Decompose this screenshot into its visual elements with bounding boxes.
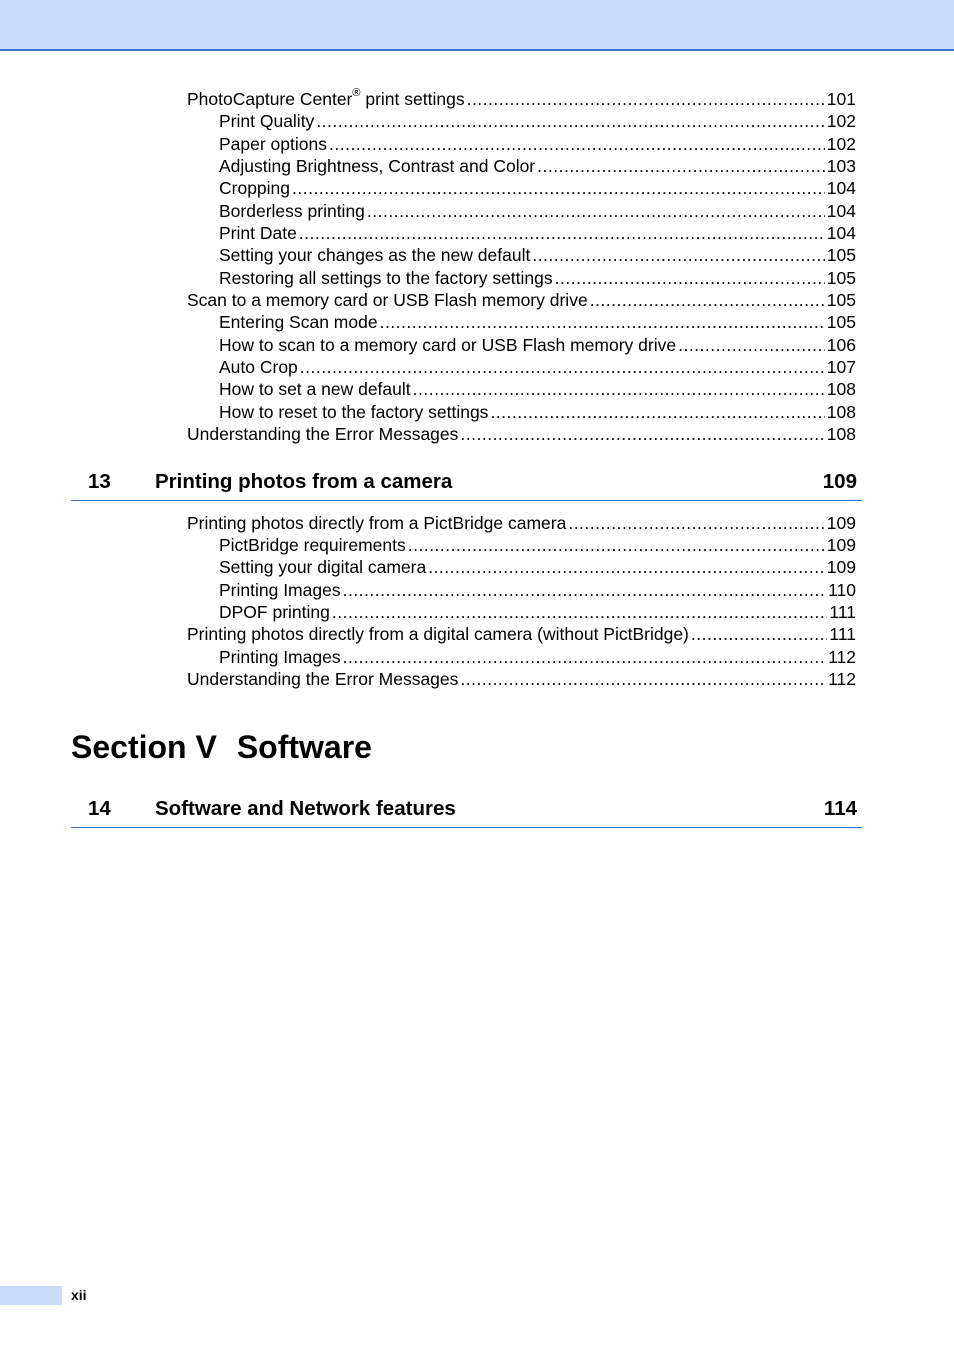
toc-entry-page: 102 — [826, 134, 856, 154]
toc-subentry[interactable] — [219, 176, 856, 198]
toc-entry-text: Printing Images — [219, 580, 341, 600]
dot-leader — [467, 89, 825, 109]
chapter-heading[interactable] — [71, 797, 862, 828]
toc-entry-page: 104 — [826, 178, 856, 198]
dot-leader — [532, 245, 824, 265]
toc-subentry[interactable] — [219, 243, 856, 265]
toc-subentry[interactable] — [219, 400, 856, 422]
dot-leader — [460, 669, 826, 689]
toc-entry-text: Understanding the Error Messages — [187, 669, 459, 689]
toc-entry-page: 110 — [828, 580, 856, 600]
toc-entry-text: Printing Images — [219, 647, 341, 667]
chapter-page: 109 — [822, 470, 857, 493]
toc-entry-page: 111 — [829, 602, 856, 622]
toc-entry-page: 105 — [826, 268, 856, 288]
toc-entry[interactable] — [187, 667, 856, 689]
chapter-title: Printing photos from a camera — [155, 470, 453, 493]
toc-entry-text: Entering Scan mode — [219, 312, 378, 332]
toc-entry-text: Print Date — [219, 223, 297, 243]
toc-entry-page: 112 — [828, 647, 856, 667]
toc-entry[interactable] — [187, 511, 856, 533]
toc-entry-page: 109 — [826, 535, 856, 555]
dot-leader — [460, 424, 824, 444]
toc-entry-text: Restoring all settings to the factory settings — [219, 268, 553, 288]
dot-leader — [555, 268, 825, 288]
toc-entry-text: How to reset to the factory settings — [219, 402, 489, 422]
toc-entry-text: Printing photos directly from a digital camera (without PictBridge) — [187, 624, 689, 644]
toc-entry-text: Adjusting Brightness, Contrast and Color — [219, 156, 536, 176]
dot-leader — [408, 535, 825, 555]
toc-subentry[interactable] — [219, 154, 856, 176]
toc-entry-page: 108 — [826, 402, 856, 422]
toc-entry-page: 104 — [826, 223, 856, 243]
toc-entry-text: Print Quality — [219, 111, 315, 131]
footer-page-number: xii — [71, 1287, 87, 1303]
toc-entry-page: 105 — [826, 290, 856, 310]
toc-entry[interactable] — [187, 622, 856, 644]
section-title — [71, 727, 372, 767]
chapter-title: Software and Network features — [155, 797, 456, 820]
toc-entry-text: Setting your digital camera — [219, 557, 427, 577]
toc-entry-text: How to set a new default — [219, 379, 411, 399]
page-header-band — [0, 0, 954, 51]
chapter-heading[interactable] — [71, 470, 862, 501]
dot-leader — [691, 624, 828, 644]
dot-leader — [413, 379, 825, 399]
toc-entry-page: 105 — [826, 245, 856, 265]
toc-entry-page: 111 — [829, 624, 856, 644]
toc-entry-text: Auto Crop — [219, 357, 298, 377]
toc-entry-page: 105 — [826, 312, 856, 332]
toc-subentry[interactable] — [219, 109, 856, 131]
dot-leader — [568, 513, 824, 533]
toc-entry-text: How to scan to a memory card or USB Flash memory drive — [219, 335, 677, 355]
toc-entry-text: DPOF printing — [219, 602, 330, 622]
toc-subentry[interactable] — [219, 578, 856, 600]
toc-entry[interactable] — [187, 87, 856, 109]
registered-mark: ® — [352, 87, 361, 100]
dot-leader — [537, 156, 825, 176]
toc-entry-page: 104 — [826, 201, 856, 221]
toc-entry-page: 109 — [826, 557, 856, 577]
dot-leader — [380, 312, 825, 332]
toc-entry-text: PictBridge requirements — [219, 535, 406, 555]
toc-subentry[interactable] — [219, 600, 856, 622]
toc-subentry[interactable] — [219, 645, 856, 667]
footer-tab — [0, 1286, 62, 1305]
dot-leader — [332, 602, 828, 622]
toc-entry-text: Cropping — [219, 178, 291, 198]
toc-entry-page: 109 — [826, 513, 856, 533]
dot-leader — [343, 647, 827, 667]
dot-leader — [329, 134, 825, 154]
dot-leader — [292, 178, 825, 198]
chapter-number: 13 — [88, 470, 111, 493]
toc-entry-text: Borderless printing — [219, 201, 365, 221]
toc-entry-page: 103 — [826, 156, 856, 176]
toc-entry[interactable] — [187, 422, 856, 444]
dot-leader — [343, 580, 827, 600]
section-name: Software — [236, 729, 372, 765]
toc-subentry[interactable] — [219, 310, 856, 332]
dot-leader — [678, 335, 825, 355]
section-label: Section V — [71, 729, 217, 765]
dot-leader — [300, 357, 825, 377]
toc-entry-text: Printing photos directly from a PictBridge camera — [187, 513, 567, 533]
toc-subentry[interactable] — [219, 533, 856, 555]
toc-subentry[interactable] — [219, 221, 856, 243]
dot-leader — [490, 402, 824, 422]
toc-entry-page: 108 — [826, 379, 856, 399]
toc-subentry[interactable] — [219, 355, 856, 377]
dot-leader — [367, 201, 825, 221]
chapter-number: 14 — [88, 797, 111, 820]
toc-entry-page: 112 — [828, 669, 856, 689]
toc-entry-text: Understanding the Error Messages — [187, 424, 459, 444]
toc-subentry[interactable] — [219, 266, 856, 288]
toc-entry-text: Scan to a memory card or USB Flash memory drive — [187, 290, 588, 310]
toc-entry-text: Setting your changes as the new default — [219, 245, 531, 265]
toc-entry-text: PhotoCapture Center® print settings — [187, 87, 465, 109]
toc-entry-text: Paper options — [219, 134, 327, 154]
dot-leader — [590, 290, 825, 310]
toc-entry-page: 102 — [826, 111, 856, 131]
dot-leader — [299, 223, 825, 243]
toc-subentry[interactable] — [219, 132, 856, 154]
toc-entry-page: 108 — [826, 424, 856, 444]
toc-entry-page: 106 — [826, 335, 856, 355]
dot-leader — [428, 557, 825, 577]
chapter-page: 114 — [823, 797, 857, 820]
dot-leader — [316, 111, 824, 131]
toc-entry-page: 101 — [826, 89, 856, 109]
toc-entry[interactable] — [187, 288, 856, 310]
toc-subentry[interactable] — [219, 377, 856, 399]
toc-entry-page: 107 — [826, 357, 856, 377]
toc-subentry[interactable] — [219, 333, 856, 355]
toc-subentry[interactable] — [219, 199, 856, 221]
toc-subentry[interactable] — [219, 555, 856, 577]
